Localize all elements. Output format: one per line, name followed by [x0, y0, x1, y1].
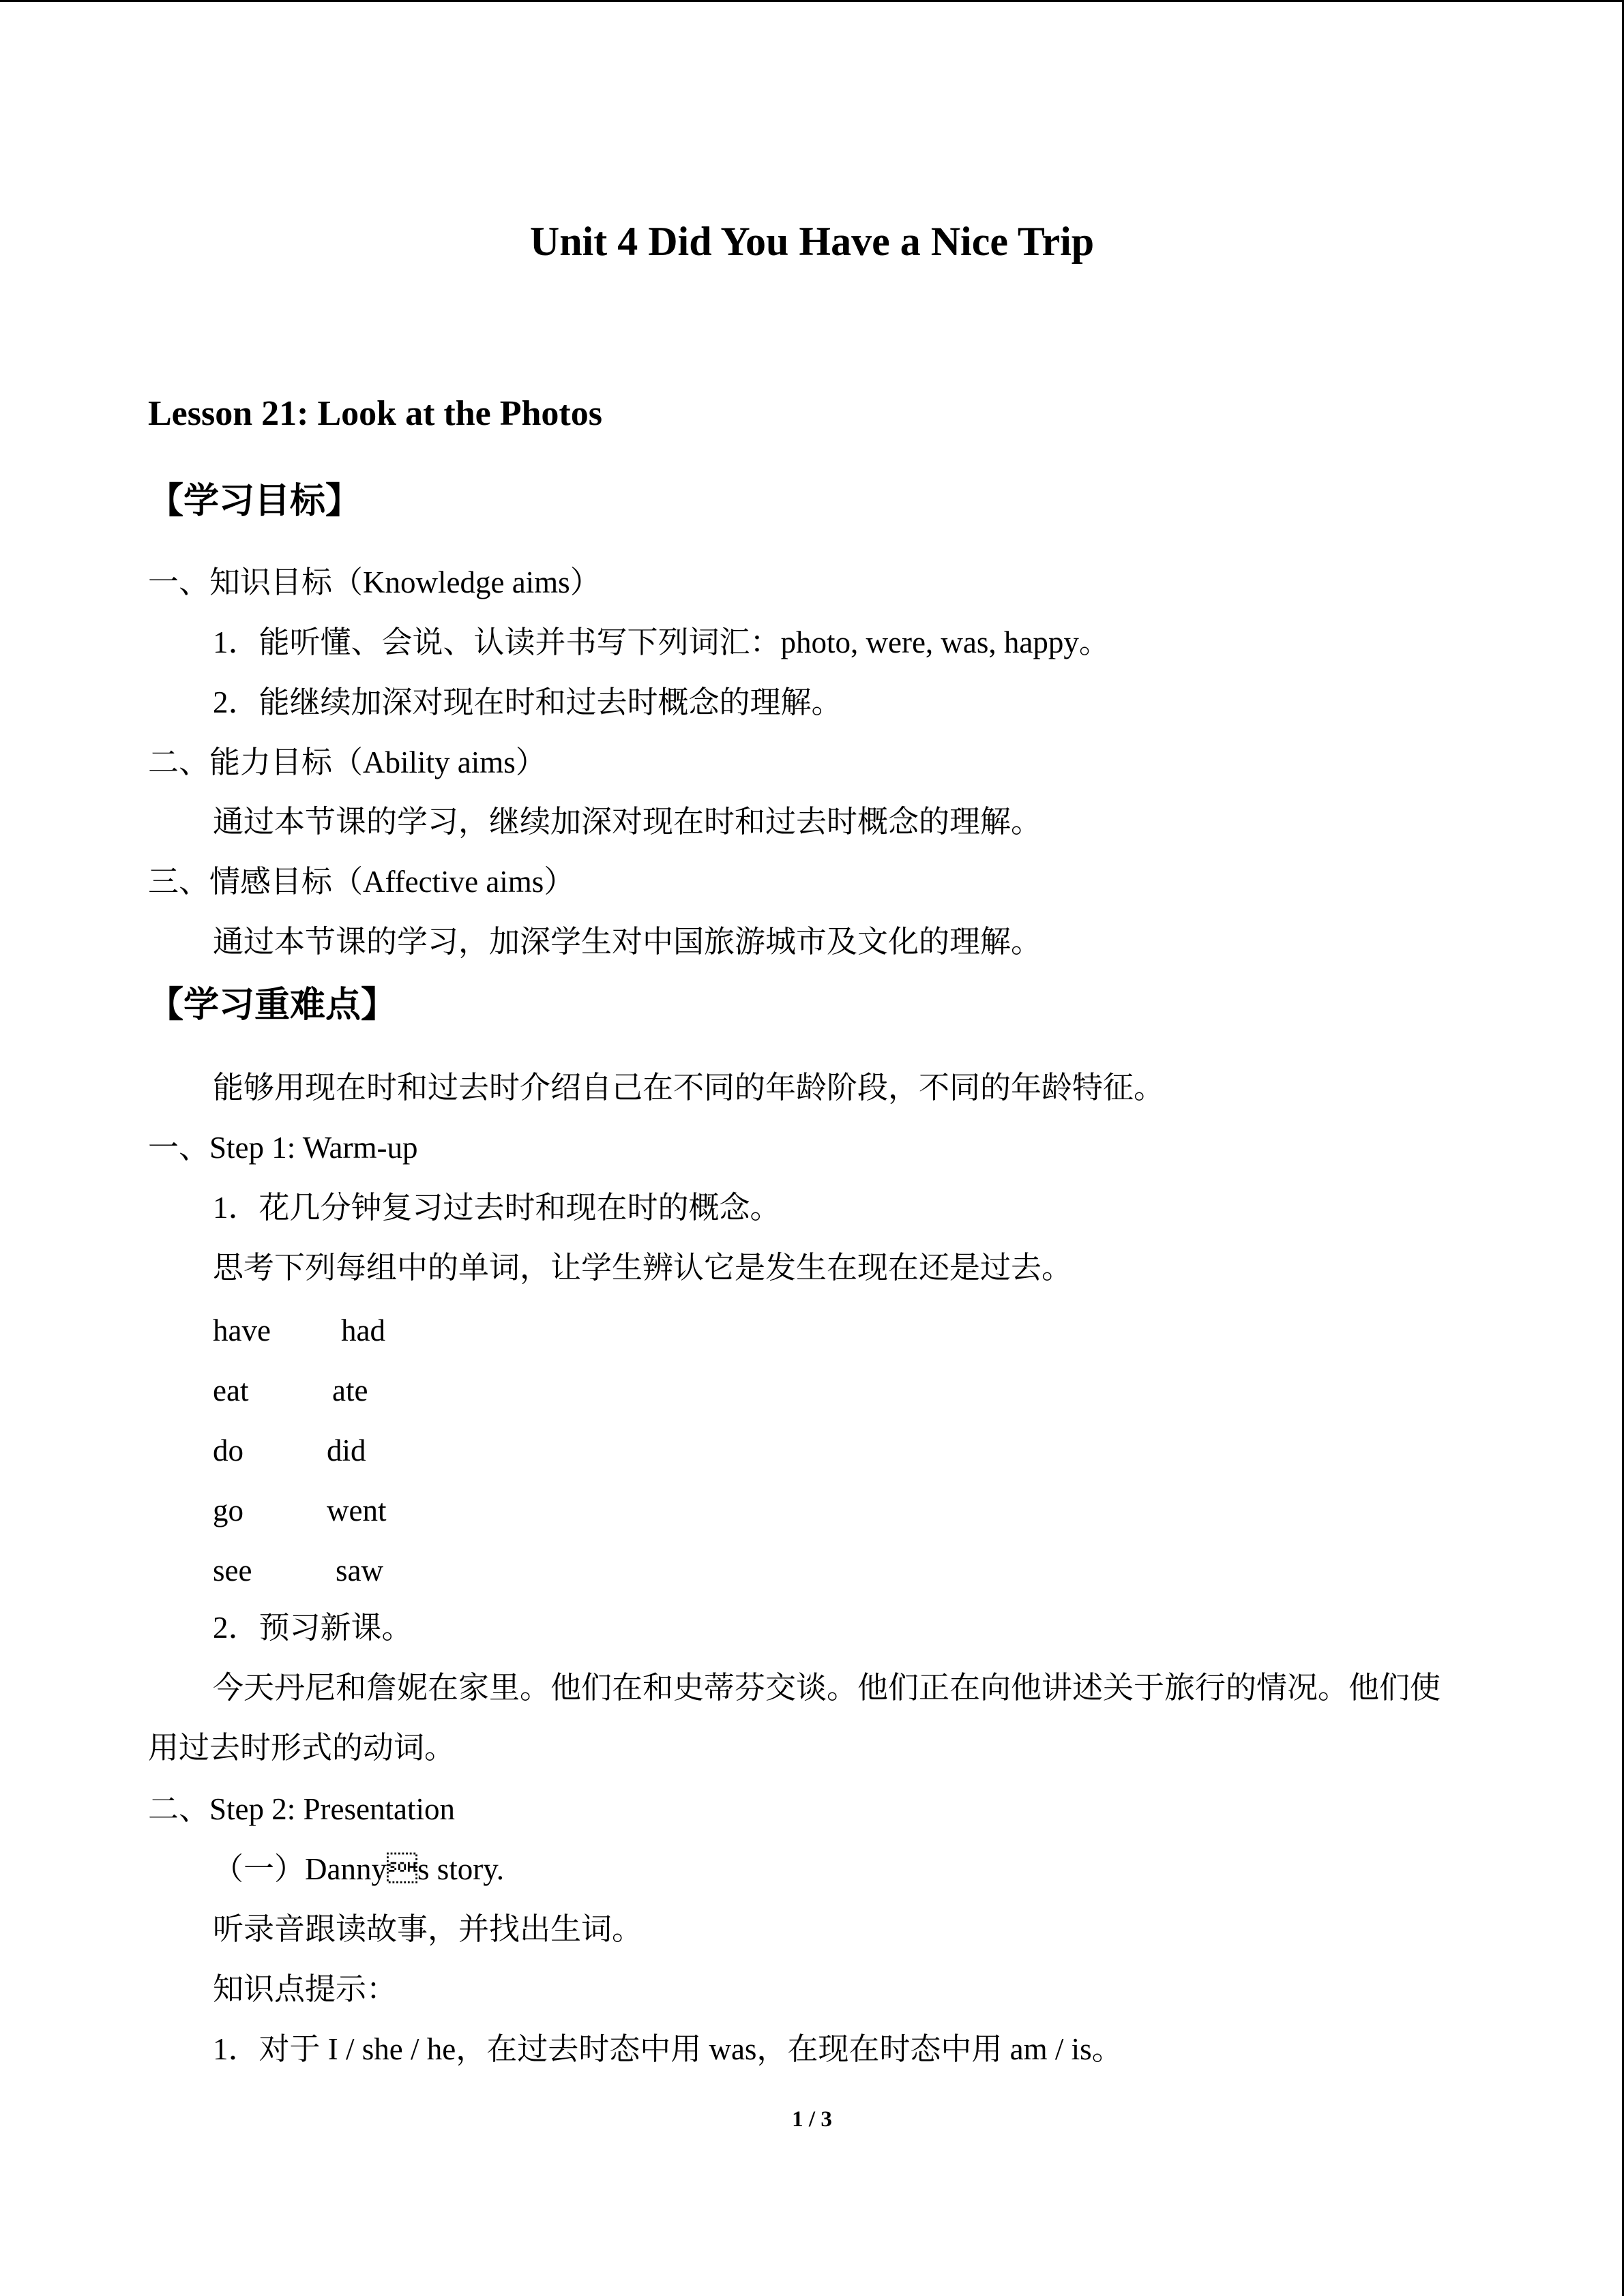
knowledge-aims-heading: 一、知识目标（Knowledge aims）: [148, 565, 601, 599]
word-present-5: see: [213, 1553, 252, 1587]
keypoints-heading: 【学习重难点】: [148, 986, 397, 1025]
lesson-heading: Lesson 21: Look at the Photos: [148, 394, 602, 433]
keypoints-text: 能够用现在时和过去时介绍自己在不同的年龄阶段，不同的年龄特征。: [213, 1071, 1165, 1105]
affective-aims-heading: 三、情感目标（Affective aims）: [148, 865, 575, 899]
step1-heading: 一、Step 1: Warm-up: [148, 1131, 418, 1165]
document-title: Unit 4 Did You Have a Nice Trip: [529, 219, 1095, 264]
word-past-1: had: [341, 1313, 385, 1347]
step2-tips: 知识点提示：: [213, 1972, 398, 2006]
word-present-4: go: [213, 1493, 243, 1527]
step1-instruction: 思考下列每组中的单词，让学生辨认它是发生在现在还是过去。: [213, 1251, 1073, 1285]
word-past-2: ate: [332, 1373, 368, 1407]
word-past-5: saw: [336, 1553, 383, 1587]
top-border: [0, 0, 1624, 2]
ability-aims-heading: 二、能力目标（Ability aims）: [148, 745, 546, 779]
knowledge-item-2: 2．能继续加深对现在时和过去时概念的理解。: [213, 685, 842, 719]
word-present-1: have: [213, 1313, 271, 1347]
step2-sub-1: （一）Dannys story.: [213, 1852, 505, 1886]
step2-heading: 二、Step 2: Presentation: [148, 1792, 455, 1826]
page-number: 1 / 3: [792, 2107, 832, 2132]
step1-item-1: 1．花几分钟复习过去时和现在时的概念。: [213, 1191, 781, 1225]
ability-aims-text: 通过本节课的学习，继续加深对现在时和过去时概念的理解。: [213, 805, 1042, 839]
knowledge-item-1: 1．能听懂、会说、认读并书写下列词汇：photo, were, was, happy。: [213, 625, 1110, 659]
step2-listen: 听录音跟读故事，并找出生词。: [213, 1912, 643, 1946]
word-present-2: eat: [213, 1373, 249, 1407]
step1-item-2: 2．预习新课。: [213, 1611, 413, 1645]
step2-tip-1: 1．对于 I / she / he，在过去时态中用 was，在现在时态中用 am / is。: [213, 2032, 1123, 2066]
objectives-heading: 【学习目标】: [148, 482, 361, 521]
word-past-4: went: [327, 1493, 387, 1527]
affective-aims-text: 通过本节课的学习，加深学生对中国旅游城市及文化的理解。: [213, 925, 1042, 959]
word-present-3: do: [213, 1433, 243, 1467]
word-past-3: did: [327, 1433, 366, 1467]
step1-paragraph: 今天丹尼和詹妮在家里。他们在和史蒂芬交谈。他们正在向他讲述关于旅行的情况。他们使用过去时形式的动词。: [148, 1671, 1441, 1765]
